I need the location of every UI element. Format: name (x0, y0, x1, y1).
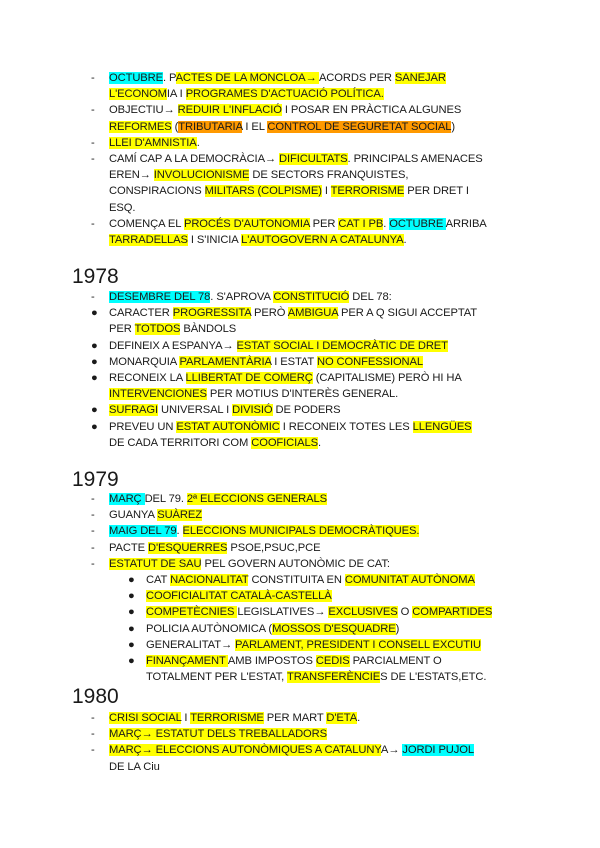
text-run: TOTALMENT PER L'ESTAT, (146, 671, 287, 684)
highlighted-text: D'ESQUERRES (147, 541, 228, 554)
highlighted-text: DIFICULTATS (279, 153, 348, 166)
text-run: I POSAR EN PRÀCTICA ALGUNES (281, 104, 462, 117)
text-run: ) (395, 622, 400, 635)
list-item (91, 726, 531, 742)
dash-marker: - (91, 291, 95, 303)
highlighted-text: CAT I PB (338, 217, 384, 230)
text-run: DEL 79. (144, 493, 187, 505)
dash-marker: - (91, 712, 95, 724)
text-run: AMB IMPOSTOS (227, 655, 316, 668)
list-item (91, 491, 531, 507)
bullet-icon: ● (128, 590, 135, 603)
list-item (128, 621, 528, 637)
highlighted-text: MILITARS (COLPISME) (204, 185, 322, 198)
text-run: DEFINEIX A ESPANYA→ (109, 339, 237, 352)
highlighted-text: JORDI PUJOL (402, 744, 475, 757)
highlighted-text: TARRADELLAS (109, 234, 188, 247)
highlighted-text: SUÀREZ (157, 509, 202, 522)
text-run: I RECONEIX TOTES LES (279, 420, 413, 433)
list-item (91, 216, 531, 248)
highlighted-text: NO CONFESSIONAL (316, 355, 424, 368)
highlighted-text: AMBIGUA (287, 307, 339, 320)
highlighted-text: INVOLUCIONISME (153, 169, 250, 182)
text-run: DEL 78: (349, 291, 392, 303)
highlighted-text: COOFICIALS (251, 436, 318, 449)
dash-marker: - (91, 153, 95, 166)
highlighted-text: TOTDOS (134, 323, 181, 336)
dash-marker: - (91, 493, 95, 505)
highlighted-text: TERRORISME (330, 185, 405, 198)
list-item (91, 419, 531, 451)
bullet-icon: ● (128, 655, 135, 668)
list-item (91, 354, 531, 370)
text-run: I S'INICIA (187, 234, 242, 247)
text-run: ARRIBA (445, 217, 487, 230)
highlighted-text: CONTROL DE SEGURETAT SOCIAL (267, 120, 452, 133)
bullet-icon: ● (91, 404, 98, 417)
list-1980 (91, 710, 531, 775)
text-run: POLICIA AUTÒNOMICA ( (146, 622, 273, 635)
text-run: . (383, 217, 390, 230)
list-item (91, 305, 531, 337)
bullet-icon: ● (91, 420, 98, 433)
text-run: O (397, 606, 413, 619)
list-item (91, 710, 531, 726)
text-run: ACORDS PER (318, 72, 395, 84)
text-run: PREVEU UN (109, 420, 177, 433)
text-run: CAMÍ CAP A LA DEMOCRÀCIA→ (109, 153, 280, 166)
highlighted-text: EXCLUSIVES (328, 606, 398, 619)
list-item (128, 653, 528, 685)
text-run: BÀNDOLS (180, 323, 237, 336)
highlighted-text: SANEJAR (394, 72, 446, 84)
list-item (128, 588, 528, 604)
text-run: EREN→ (109, 169, 154, 182)
text-run: DE LA Ciu (109, 760, 160, 773)
text-run: ) (451, 120, 456, 133)
highlighted-text: L'ECONOM (109, 88, 167, 101)
highlighted-text: INTERVENCIONES (109, 388, 207, 401)
text-run: PER A Q SIGUI ACCEPTAT (338, 307, 478, 320)
bullet-icon: ● (128, 622, 135, 635)
highlighted-text: ESTAT AUTONÒMIC (176, 420, 280, 433)
list-item (91, 338, 531, 354)
highlighted-text: 2ª ELECCIONS GENERALS (186, 493, 327, 505)
highlighted-text: MOSSOS D'ESQUADRE (272, 622, 396, 635)
bullet-icon: ● (91, 372, 98, 385)
list-item (91, 402, 531, 418)
highlighted-text: PARLAMENT, PRESIDENT I CONSELL EXCUTIU (235, 638, 481, 651)
text-run: ( (171, 120, 179, 133)
list-1977 (91, 70, 531, 248)
dash-marker: - (91, 509, 95, 522)
highlighted-text: MARÇ (109, 493, 145, 505)
heading-1978: 1978 (72, 265, 119, 288)
list-item (91, 370, 531, 402)
highlighted-text: COMPARTIDES (412, 606, 493, 619)
bullet-icon: ● (91, 355, 98, 368)
highlighted-text: ESTATUT DE SAU (109, 557, 202, 570)
highlighted-text: COMPETÈCNIES (146, 606, 238, 619)
highlighted-text: PROGRAMES D'ACTUACIÓ POLÍTICA. (185, 88, 384, 101)
list-item (91, 742, 531, 774)
highlighted-text: REFORMES (109, 120, 172, 133)
text-run: PACTE (109, 541, 148, 554)
heading-1980: 1980 (72, 685, 119, 708)
list-item (91, 523, 531, 539)
highlighted-text: CRISI SOCIAL (109, 712, 182, 724)
highlighted-text: DESEMBRE DEL 78 (109, 291, 211, 303)
highlighted-text: PROCÉS D'AUTONOMIA (183, 217, 310, 230)
text-run: DE CADA TERRITORI COM (109, 436, 252, 449)
text-run: . (357, 712, 361, 724)
text-run: S DE L'ESTATS,ETC. (380, 671, 487, 684)
dash-marker: - (91, 525, 95, 538)
list-item (91, 540, 531, 556)
text-run: (CAPITALISME) PERÒ HI HA (312, 372, 462, 385)
text-run: PER MART (263, 712, 327, 724)
dash-marker: - (91, 541, 95, 554)
text-run: PARCIALMENT O (349, 655, 442, 668)
text-run: PER (109, 323, 135, 336)
dash-marker: - (91, 728, 95, 741)
text-run: ESQ. (109, 201, 136, 214)
list-item (91, 151, 531, 216)
highlighted-text: CEDIS (315, 655, 350, 668)
text-run: . S'APROVA (210, 291, 274, 303)
dash-marker: - (91, 557, 95, 570)
heading-1979: 1979 (72, 468, 119, 491)
text-run: PER (309, 217, 339, 230)
text-run: CONSTITUITA EN (248, 574, 345, 586)
highlighted-text: OCTUBRE (389, 217, 446, 230)
text-run: PEL GOVERN AUTONÒMIC DE CAT: (201, 557, 390, 570)
highlighted-text: SUFRAGI (109, 404, 159, 417)
text-run: . (176, 525, 183, 538)
text-run: I ESTAT (271, 355, 317, 368)
highlighted-text: ACTES DE LA MONCLOA→ (175, 72, 319, 84)
text-run: GUANYA (109, 509, 158, 522)
highlighted-text: TRANSFERÈNCIE (286, 671, 381, 684)
highlighted-text: D'ETA (326, 712, 358, 724)
list-item (91, 70, 531, 102)
highlighted-text: MARÇ→ ELECCIONS AUTONÒMIQUES A CATALUNY (109, 744, 381, 757)
highlighted-text: COOFICIALITAT CATALÀ-CASTELLÀ (146, 590, 332, 603)
list-item (91, 507, 531, 523)
highlighted-text: NACIONALITAT (170, 574, 249, 586)
text-run: I EL (242, 120, 268, 133)
highlighted-text: ESTAT SOCIAL I DEMOCRÀTIC DE DRET (236, 339, 448, 352)
text-run: MONARQUIA (109, 355, 180, 368)
text-run: PER DRET I (404, 185, 469, 198)
text-run: . (196, 136, 200, 149)
highlighted-text: DIVISIÓ (232, 404, 273, 417)
text-run: . P (163, 72, 176, 84)
text-run: RECONEIX LA (109, 372, 186, 385)
sublist-estatut-de-sau (128, 572, 528, 685)
highlighted-text: REDUIR L'INFLACIÓ (177, 104, 282, 117)
list-item (91, 135, 531, 151)
text-run: PERÒ (251, 307, 288, 320)
highlighted-text: LLEI D'AMNISTIA (109, 136, 197, 149)
highlighted-text: TERRORISME (190, 712, 264, 724)
highlighted-text: FINANÇAMENT (146, 655, 228, 668)
text-run: IA I (166, 88, 186, 101)
bullet-icon: ● (128, 606, 135, 619)
text-run: CARACTER (109, 307, 173, 320)
text-run: . (318, 436, 322, 449)
text-run: COMENÇA EL (109, 217, 184, 230)
list-item (91, 102, 531, 134)
text-run: . (403, 234, 407, 247)
bullet-icon: ● (91, 307, 98, 320)
list-item (91, 556, 531, 572)
highlighted-text: OCTUBRE (109, 72, 163, 84)
text-run: I (321, 185, 331, 198)
highlighted-text: CONSTITUCIÓ (273, 291, 350, 303)
highlighted-text: L'AUTOGOVERN A CATALUNYA (241, 234, 404, 247)
text-run: UNIVERSAL I (158, 404, 233, 417)
dash-marker: - (91, 72, 95, 84)
highlighted-text: TRIBUTARIA (178, 120, 243, 133)
highlighted-text: LLIBERTAT DE COMERÇ (185, 372, 313, 385)
list-item (128, 637, 528, 653)
text-run: A→ (380, 744, 403, 757)
dash-marker: - (91, 136, 95, 149)
bullet-icon: ● (128, 574, 135, 586)
bullet-icon: ● (128, 638, 135, 651)
list-1978 (91, 289, 531, 451)
list-1979 (91, 491, 531, 572)
list-item (128, 604, 528, 620)
text-run: . PRINCIPALS AMENACES (347, 153, 483, 166)
highlighted-text: ELECCIONS MUNICIPALS DEMOCRÀTIQUES. (182, 525, 420, 538)
text-run: CAT (146, 574, 171, 586)
text-run: OBJECTIU→ (109, 104, 178, 117)
list-item (91, 289, 531, 305)
highlighted-text: MAIG DEL 79 (109, 525, 177, 538)
highlighted-text: LLENGÜES (412, 420, 472, 433)
text-run: LEGISLATIVES→ (237, 606, 329, 619)
text-run: I (181, 712, 191, 724)
highlighted-text: PROGRESSITA (172, 307, 252, 320)
highlighted-text: PARLAMENTÀRIA (179, 355, 272, 368)
highlighted-text: MARÇ→ ESTATUT DELS TREBALLADORS (109, 728, 328, 741)
dash-marker: - (91, 744, 95, 757)
list-item (128, 572, 528, 588)
text-run: DE PODERS (272, 404, 341, 417)
bullet-icon: ● (91, 339, 98, 352)
text-run: DE SECTORS FRANQUISTES, (249, 169, 409, 182)
text-run: PER MOTIUS D'INTERÈS GENERAL. (206, 388, 399, 401)
text-run: CONSPIRACIONS (109, 185, 205, 198)
highlighted-text: COMUNITAT AUTÒNOMA (344, 574, 475, 586)
dash-marker: - (91, 104, 95, 117)
dash-marker: - (91, 217, 95, 230)
text-run: GENERALITAT→ (146, 638, 236, 651)
text-run: PSOE,PSUC,PCE (227, 541, 321, 554)
